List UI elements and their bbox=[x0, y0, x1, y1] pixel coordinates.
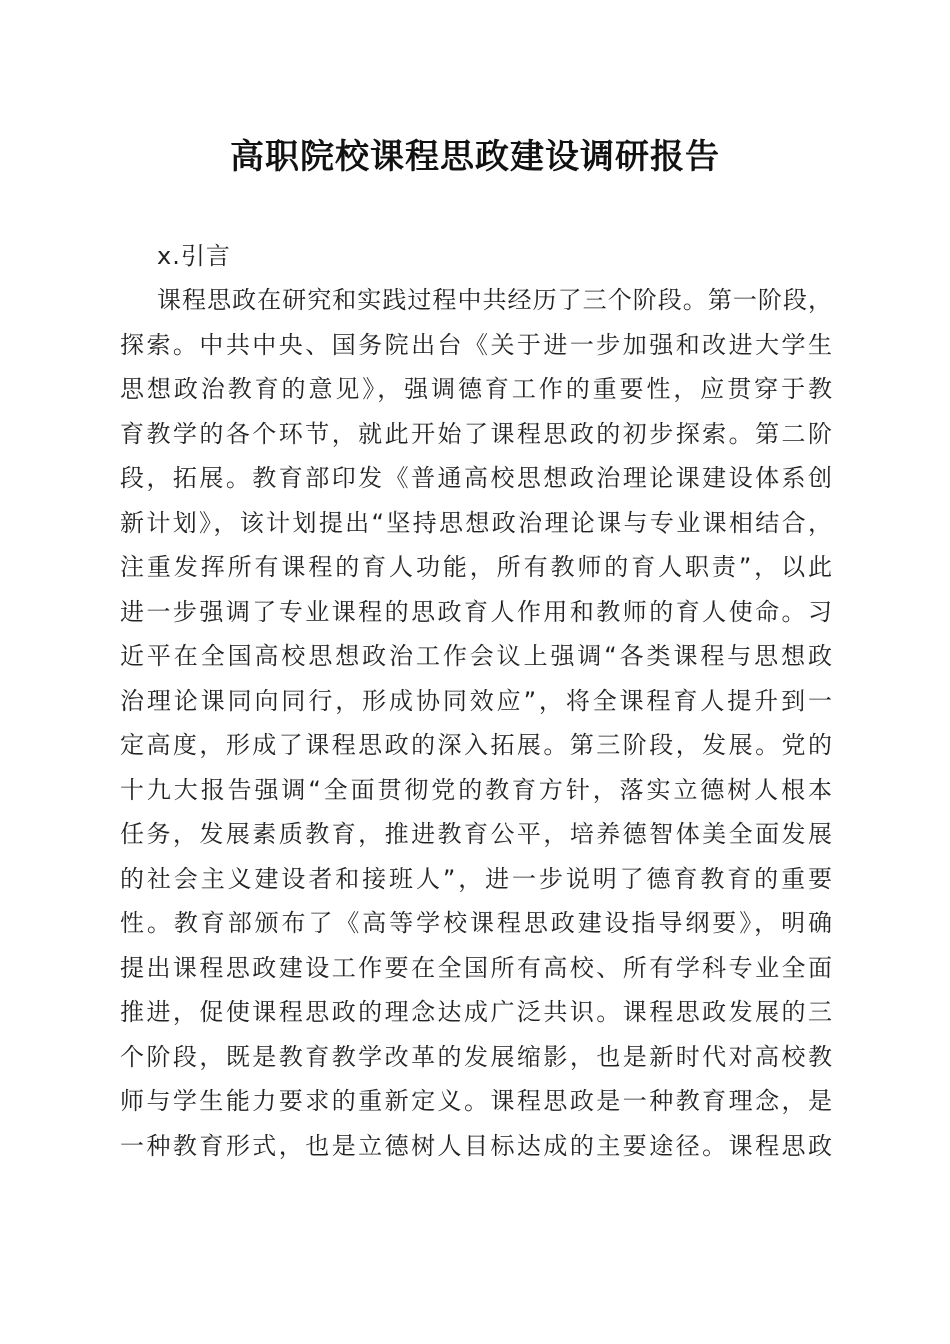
paragraph-line: 推进，促使课程思政的理念达成广泛共识。课程思政发展的三 bbox=[120, 998, 832, 1026]
paragraph-line: 提出课程思政建设工作要在全国所有高校、所有学科专业全面 bbox=[120, 953, 832, 982]
paragraph-line: 性。教育部颁布了《高等学校课程思政建设指导纲要》，明确 bbox=[120, 909, 832, 937]
paragraph-line: 十九大报告强调“全面贯彻党的教育方针，落实立德树人根本 bbox=[120, 775, 832, 804]
section-heading: x.引言 bbox=[157, 242, 231, 270]
paragraph-line: 探索。中共中央、国务院出台《关于进一步加强和改进大学生 bbox=[120, 330, 832, 359]
paragraph-line: 的社会主义建设者和接班人”，进一步说明了德育教育的重要 bbox=[120, 864, 832, 893]
paragraph-line: 注重发挥所有课程的育人功能，所有教师的育人职责”，以此 bbox=[120, 553, 832, 581]
paragraph-line: 课程思政在研究和实践过程中共经历了三个阶段。第一阶段， bbox=[157, 286, 832, 314]
paragraph-line: 育教学的各个环节，就此开始了课程思政的初步探索。第二阶 bbox=[120, 419, 832, 448]
document-title: 高职院校课程思政建设调研报告 bbox=[230, 137, 720, 177]
paragraph-line: 段，拓展。教育部印发《普通高校思想政治理论课建设体系创 bbox=[120, 464, 832, 492]
paragraph-line: 一种教育形式，也是立德树人目标达成的主要途径。课程思政 bbox=[120, 1131, 832, 1160]
paragraph-line: 个阶段，既是教育教学改革的发展缩影，也是新时代对高校教 bbox=[120, 1042, 832, 1071]
paragraph-line: 定高度，形成了课程思政的深入拓展。第三阶段，发展。党的 bbox=[120, 731, 832, 759]
paragraph-line: 师与学生能力要求的重新定义。课程思政是一种教育理念，是 bbox=[120, 1087, 832, 1115]
paragraph-line: 任务，发展素质教育，推进教育公平，培养德智体美全面发展 bbox=[120, 820, 832, 848]
paragraph-line: 近平在全国高校思想政治工作会议上强调“各类课程与思想政 bbox=[120, 642, 832, 670]
paragraph-line: 新计划》，该计划提出“坚持思想政治理论课与专业课相结合， bbox=[120, 508, 832, 537]
paragraph-line: 思想政治教育的意见》，强调德育工作的重要性，应贯穿于教 bbox=[120, 375, 832, 403]
paragraph-line: 治理论课同向同行，形成协同效应”，将全课程育人提升到一 bbox=[120, 686, 832, 715]
paragraph-line: 进一步强调了专业课程的思政育人作用和教师的育人使命。习 bbox=[120, 597, 832, 626]
